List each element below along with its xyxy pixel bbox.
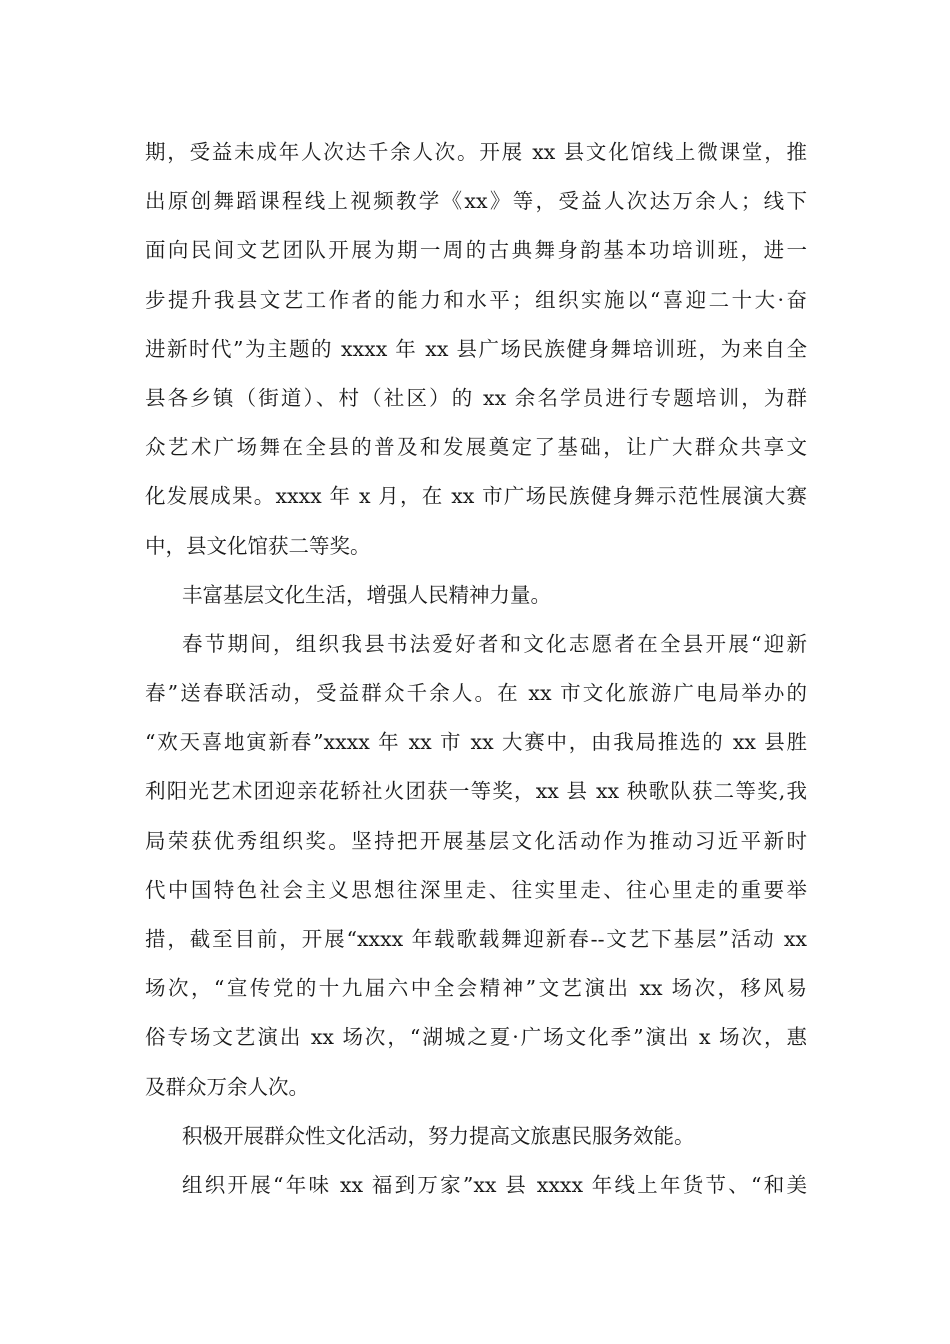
text-line: 丰富基层文化生活，增强人民精神力量。	[182, 582, 551, 607]
text-line: 中，县文化馆获二等奖。	[145, 533, 371, 558]
text-line: 积极开展群众性文化活动，努力提高文旅惠民服务效能。	[182, 1123, 695, 1148]
text-line: 组织开展“年味 xx 福到万家”xx 县 xxxx 年线上年货节、“和美	[182, 1172, 807, 1197]
text-line: 春节期间，组织我县书法爱好者和文化志愿者在全县开展“迎新	[182, 631, 807, 656]
paragraph-3	[145, 620, 807, 1112]
text-line: 面向民间文艺团队开展为期一周的古典舞身韵基本功培训班，进一	[145, 238, 807, 263]
text-line: 代中国特色社会主义思想往深里走、往实里走、往心里走的重要举	[145, 877, 807, 902]
paragraph-1	[145, 128, 807, 571]
text-line: 及群众万余人次。	[145, 1074, 309, 1099]
text-line: 县各乡镇（街道）、村（社区）的 xx 余名学员进行专题培训，为群	[145, 385, 807, 410]
paragraph-4	[145, 1112, 807, 1161]
paragraph-5	[145, 1161, 807, 1210]
text-line: 利阳光艺术团迎亲花轿社火团获一等奖，xx 县 xx 秧歌队获二等奖,我	[145, 779, 807, 804]
text-line: 局荣获优秀组织奖。坚持把开展基层文化活动作为推动习近平新时	[145, 828, 807, 853]
text-line: “欢天喜地寅新春”xxxx 年 xx 市 xx 大赛中，由我局推选的 xx 县胜	[145, 730, 807, 755]
body-text	[145, 128, 807, 1210]
text-line: 措，截至目前，开展“xxxx 年载歌载舞迎新春--文艺下基层”活动 xx	[145, 927, 807, 951]
text-line: 进新时代”为主题的 xxxx 年 xx 县广场民族健身舞培训班，为来自全	[145, 336, 807, 361]
text-line: 春”送春联活动，受益群众千余人。在 xx 市文化旅游广电局举办的	[145, 681, 807, 706]
text-line: 俗专场文艺演出 xx 场次，“湖城之夏·广场文化季”演出 x 场次，惠	[145, 1025, 807, 1050]
text-line: 出原创舞蹈课程线上视频教学《xx》等，受益人次达万余人；线下	[145, 189, 807, 214]
text-line: 化发展成果。xxxx 年 x 月，在 xx 市广场民族健身舞示范性展演大赛	[145, 484, 807, 509]
text-line: 步提升我县文艺工作者的能力和水平；组织实施以“喜迎二十大·奋	[145, 287, 807, 312]
text-line: 众艺术广场舞在全县的普及和发展奠定了基础，让广大群众共享文	[145, 435, 807, 460]
text-line: 场次，“宣传党的十九届六中全会精神”文艺演出 xx 场次，移风易	[145, 976, 807, 1001]
text-line: 期，受益未成年人次达千余人次。开展 xx 县文化馆线上微课堂，推	[145, 140, 807, 164]
paragraph-2	[145, 571, 807, 620]
